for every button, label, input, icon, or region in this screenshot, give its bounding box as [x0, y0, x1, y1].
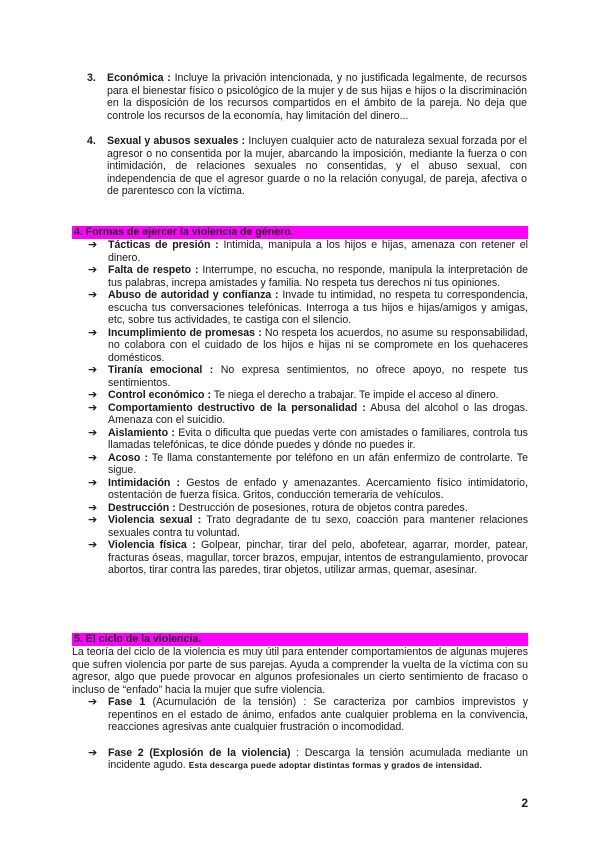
list-item [88, 364, 528, 389]
list-item [88, 427, 528, 452]
forms-list [88, 239, 528, 577]
item-title: Control económico : [108, 389, 211, 401]
list-item [88, 502, 528, 515]
item-text: Incluyen cualquier acto de naturaleza sexual forzada por el agresor o no consentida por la mujer, abarcando la imposición, mediante la fuerza o con intimidación, de relaciones sexuales no consentidas, y el abuso sexual, con independencia de que el agresor guarde o no la relación conyugal, de pareja, afectiva o de parentesco con la víctima. [107, 135, 528, 197]
list-item [88, 402, 528, 427]
list-item-sexual [87, 135, 527, 198]
phase-paren: ( [145, 696, 157, 708]
item-number: 3. [87, 72, 96, 84]
list-item [88, 289, 528, 327]
page-number: 2 [521, 796, 528, 810]
cycle-intro-paragraph: La teoría del ciclo de la violencia es muy útil para entender comportamientos de algunas mujeres que sufren violencia por parte de sus parejas. Ayuda a comprender la vuelta de la víctima con su agresor, algo que puede provocar en algunos profesionales un cierto sentimiento de fracaso o incluso de “enfado” hacia la mujer que sufre violencia. [72, 646, 528, 696]
phase-note: Esta descarga puede adoptar distintas formas y grados de intensidad. [188, 760, 483, 770]
item-text: No respeta los acuerdos, no asume su responsabilidad, no colabora con el cuidado de los hijos e hijas ni se compromete en los quehaceres domésticos. [108, 326, 528, 364]
item-text: No expresa sentimientos, no ofrece apoyo, no respete tus sentimientos. [108, 364, 529, 389]
item-text: Te llama constantemente por teléfono en un afán enfermizo de controlarte. Te sigue. [108, 451, 528, 476]
item-text: Gestos de enfado y amenazantes. Acercamiento físico intimidatorio, ostentación de fuerza física. Gritos, conducción temeraria de vehículos. [108, 476, 528, 501]
item-text: Invade tu intimidad, no respeta tu correspondencia, escucha tus conversaciones telefónicas. Interroga a tus hijos e hijas/amigos y amigas, etc, sobre tus actividades, te castiga con el silencio. [108, 289, 528, 326]
arrow-icon: ➔ [88, 513, 98, 526]
item-title: Económica : [107, 72, 171, 84]
item-title: Sexual y abusos sexuales : [107, 135, 246, 147]
arrow-icon: ➔ [88, 450, 98, 464]
item-text: Trato degradante de tu sexo, coacción para mantener relaciones sexuales contra tu voluntad. [108, 514, 529, 539]
item-title: Violencia sexual : [108, 514, 202, 526]
section-heading-forms: 4. Formas de ejercer la violencia de género. [72, 226, 528, 239]
arrow-icon: ➔ [88, 475, 98, 489]
item-text: Interrumpe, no escucha, no responde, manipula la interpretación de tus palabras, increpa amistades y familia. No respeta tus derechos ni tus opiniones. [108, 264, 528, 289]
item-title: Tácticas de presión : [108, 239, 219, 251]
item-title: Intimidación : [108, 476, 181, 489]
item-title: Comportamiento destructivo de la personalidad : [108, 401, 366, 414]
list-item [88, 264, 528, 289]
arrow-icon: ➔ [88, 388, 98, 401]
phase-text: : Descarga la tensión acumulada mediante un incidente agudo. [108, 746, 528, 771]
item-title: Destrucción : [108, 501, 176, 514]
list-item [88, 452, 528, 477]
arrow-icon: ➔ [88, 500, 98, 514]
violence-types-list [87, 72, 527, 198]
list-item [88, 539, 528, 577]
list-item [88, 239, 528, 264]
item-title: Violencia física : [108, 539, 196, 551]
item-text: Abusa del alcohol o las drogas. Amenaza con el suicidio. [108, 401, 528, 426]
item-title: Acoso : [108, 451, 148, 464]
list-item [88, 389, 528, 402]
item-text: Intimida, manipula a los hijos e hijas, amenaza con retener el dinero. [108, 239, 528, 264]
arrow-icon: ➔ [88, 263, 98, 276]
section-heading-cycle: 5. El ciclo de la violencia. [72, 633, 528, 646]
arrow-icon: ➔ [88, 400, 98, 414]
list-item [88, 514, 528, 539]
arrow-icon: ➔ [88, 425, 98, 439]
phase-text: ) : Se caracteriza por cambios imprevistos y repentinos en el estado de ánimo, enfados ante cualquier problema en la convivencia, reacciones agresivas ante cualquier frustración o incomodidad. [108, 696, 529, 733]
item-title: Tiranía emocional : [108, 364, 214, 376]
item-title: Falta de respeto : [108, 264, 199, 276]
list-item [88, 327, 528, 365]
item-title: Aislamiento : [108, 426, 175, 439]
list-item-economic [87, 72, 527, 122]
phase-subtitle: Acumulación de la tensión [156, 696, 293, 708]
arrow-icon: ➔ [88, 288, 98, 301]
item-title: Abuso de autoridad y confianza : [108, 289, 279, 301]
phase-1-item [88, 696, 528, 734]
item-title: Incumplimiento de promesas : [108, 326, 262, 339]
arrow-icon: ➔ [88, 695, 98, 708]
arrow-icon: ➔ [88, 745, 98, 759]
item-text: Incluye la privación intencionada, y no justificada legalmente, de recursos para el bienestar físico o psicológico de la mujer y de sus hijas e hijos o la discriminación en la disposición de los recursos compartidos en el ámbito de la pareja. No deja que controle los recursos de la economía, hay limitación del dinero... [107, 72, 527, 122]
item-text: Te niega el derecho a trabajar. Te impide el acceso al dinero. [211, 389, 499, 401]
list-item [88, 477, 528, 502]
phase-2-item [88, 747, 528, 772]
arrow-icon: ➔ [88, 238, 98, 251]
item-text: Golpear, pinchar, tirar del pelo, abofetear, agarrar, morder, patear, fracturas óseas, magullar, torcer brazos, empujar, intentos de estrangulamiento, provocar abortos, tirar contra las paredes, tirar objetos, utilizar armas, quemar, asesinar. [108, 539, 529, 576]
phase-title: Fase 2 (Explosión de la violencia) [108, 746, 291, 759]
arrow-icon: ➔ [88, 363, 98, 376]
item-number: 4. [87, 135, 96, 147]
item-text: Destrucción de posesiones, rotura de objetos contra paredes. [175, 501, 468, 514]
arrow-icon: ➔ [88, 538, 98, 551]
item-text: Evita o dificulta que puedas verte con amistades o familiares, controla tus llamadas telefónicas, te dice dónde puedes y dónde no puedes ir. [108, 426, 528, 451]
phase-title: Fase 1 [108, 696, 146, 708]
phases-list [88, 696, 528, 772]
arrow-icon: ➔ [88, 325, 98, 339]
